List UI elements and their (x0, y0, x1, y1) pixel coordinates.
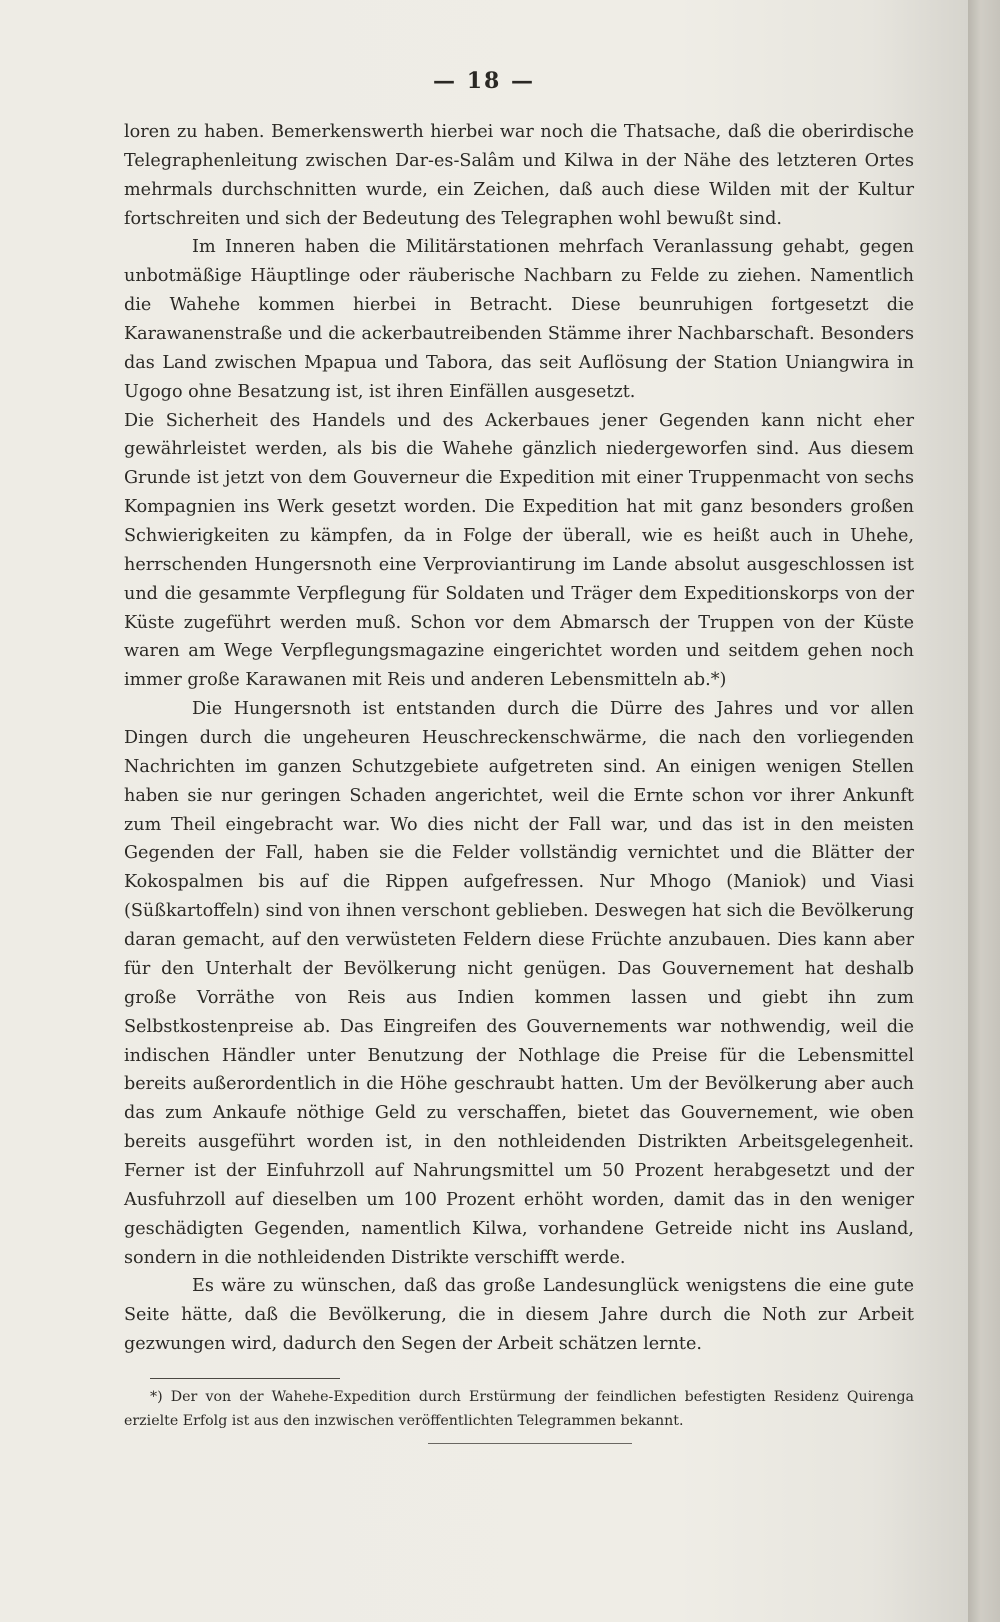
page-edge (968, 0, 1000, 1622)
body-text (124, 118, 914, 1359)
footnote-divider (150, 1378, 340, 1379)
paragraph: loren zu haben. Bemerkenswerth hierbei war noch die Thatsache, daß die oberirdische Telegraphenleitung zwischen Dar-es-Salâm und Kilwa in der Nähe des letzteren Ortes mehrmals durchschnitten wurde, ein Zeichen, daß auch diese Wilden mit der Kultur fortschreiten und sich der Bedeutung des Telegraphen wohl bewußt sind. (124, 122, 914, 229)
end-divider (428, 1443, 632, 1444)
paragraph: Die Sicherheit des Handels und des Ackerbaues jener Gegenden kann nicht eher gewährleistet werden, als bis die Wahehe gänzlich niedergeworfen sind. Aus diesem Grunde ist jetzt von dem Gouverneur die Expedition mit einer Truppenmacht von sechs Kompagnien ins Werk gesetzt worden. Die Expedition hat mit ganz besonders großen Schwierigkeiten zu kämpfen, da in Folge der überall, wie es heißt auch in Uhehe, herrschenden Hungersnoth eine Verproviantirung im Lande absolut ausgeschlossen ist und die gesammte Verpflegung für Soldaten und Träger dem Expeditionskorps von der Küste zugeführt werden muß. Schon vor dem Abmarsch der Truppen von der Küste waren am Wege Verpflegungsmagazine eingerichtet worden und seitdem gehen noch immer große Karawanen mit Reis und anderen Lebensmitteln ab.*) (124, 410, 914, 691)
paragraph: Die Hungersnoth ist entstanden durch die Dürre des Jahres und vor allen Dingen durch die ungeheuren Heuschreckenschwärme, die nach den vorliegenden Nachrichten im ganzen Schutzgebiete aufgetreten sind. An einigen wenigen Stellen haben sie nur geringen Schaden angerichtet, weil die Ernte schon vor ihrer Ankunft zum Theil eingebracht war. Wo dies nicht der Fall war, und das ist in den meisten Gegenden der Fall, haben sie die Felder vollständig vernichtet und die Blätter der Kokospalmen bis auf die Rippen aufgefressen. Nur Mhogo (Maniok) und Viasi (Süßkartoffeln) sind von ihnen verschont geblieben. Deswegen hat sich die Bevölkerung daran gemacht, auf den verwüsteten Feldern diese Früchte anzubauen. Dies kann aber für den Unterhalt der Bevölkerung nicht genügen. Das Gouvernement hat deshalb große Vorräthe von Reis aus Indien kommen lassen und giebt ihn zum Selbstkostenpreise ab. Das Eingreifen des Gouvernements war nothwendig, weil die indischen Händler unter Benutzung der Nothlage die Preise für die Lebensmittel bereits außerordentlich in die Höhe geschraubt hatten. Um der Bevölkerung aber auch das zum Ankaufe nöthige Geld zu verschaffen, bietet das Gouvernement, wie oben bereits ausgeführt worden ist, in den nothleidenden Distrikten Arbeitsgelegenheit. Ferner ist der Einfuhrzoll auf Nahrungsmittel um 50 Prozent herabgesetzt und der Ausfuhrzoll auf dieselben um 100 Prozent erhöht worden, damit das in den weniger geschädigten Gegenden, namentlich Kilwa, vorhandene Getreide nicht ins Ausland, sondern in die nothleidenden Distrikte verschifft werde. (124, 699, 914, 1268)
page-number: — 18 — (433, 68, 535, 94)
paragraph: Es wäre zu wünschen, daß das große Landesunglück wenigstens die eine gute Seite hätte, daß die Bevölkerung, die in diesem Jahre durch die Noth zur Arbeit gezwungen wird, dadurch den Segen der Arbeit schätzen lernte. (124, 1276, 914, 1355)
footnote: *) Der von der Wahehe-Expedition durch Erstürmung der feindlichen befestigten Residenz Quirenga erzielte Erfolg ist aus den inzwischen veröffentlichten Telegrammen bekannt. (124, 1389, 914, 1429)
paragraph: Im Inneren haben die Militärstationen mehrfach Veranlassung gehabt, gegen unbotmäßige Häuptlinge oder räuberische Nachbarn zu Felde zu ziehen. Namentlich die Wahehe kommen hierbei in Betracht. Diese beunruhigen fortgesetzt die Karawanenstraße und die ackerbautreibenden Stämme ihrer Nachbarschaft. Besonders das Land zwischen Mpapua und Tabora, das seit Auflösung der Station Uniangwira in Ugogo ohne Besatzung ist, ist ihren Einfällen ausgesetzt. (124, 237, 914, 402)
